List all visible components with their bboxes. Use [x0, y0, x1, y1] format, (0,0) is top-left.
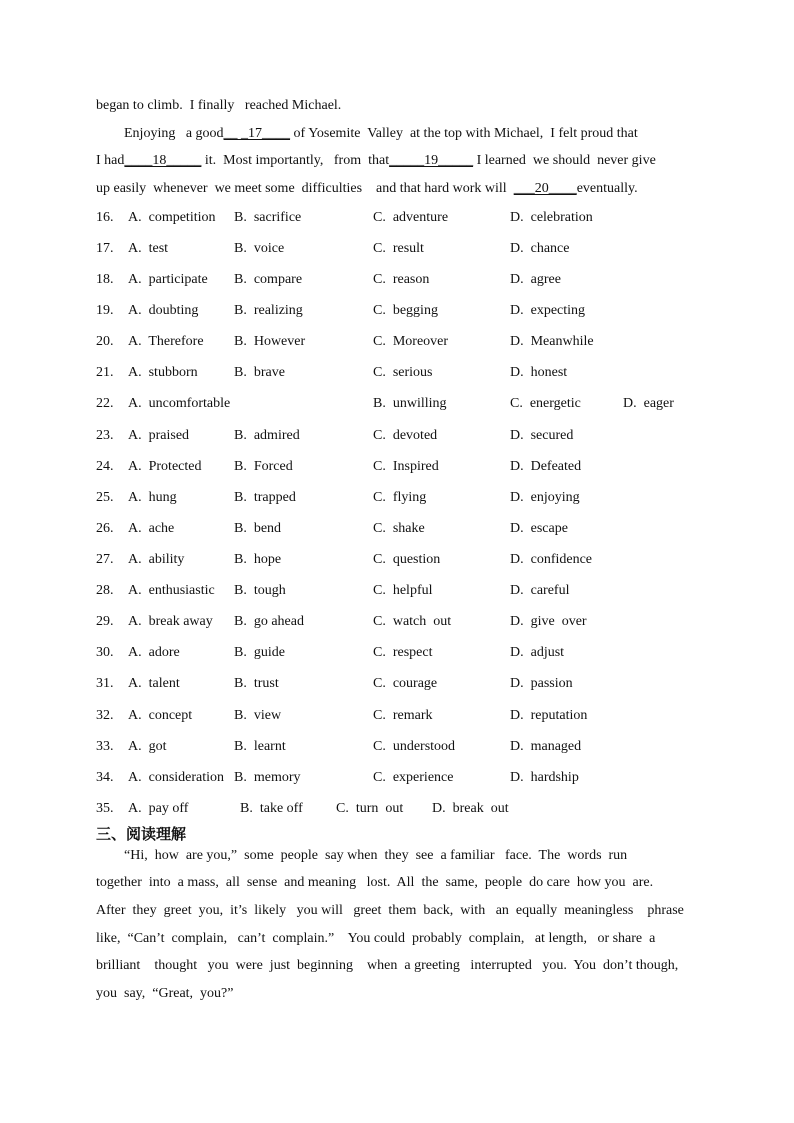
- question-33-option-b: B. learnt: [234, 739, 286, 754]
- question-25-option-a: A. hung: [128, 490, 177, 505]
- question-18-option-b: B. compare: [234, 272, 303, 287]
- question-23-option-b: B. admired: [234, 428, 300, 443]
- question-32-option-d: D. reputation: [510, 708, 588, 723]
- cloze-text: eventually.: [576, 181, 638, 196]
- question-17-option-a: A. test: [128, 241, 169, 256]
- question-30-option-c: C. respect: [373, 645, 433, 660]
- blank-17: __ _17____: [223, 126, 291, 141]
- question-31-option-b: B. trust: [234, 676, 279, 691]
- question-27-option-a: A. ability: [128, 552, 185, 567]
- question-27-number: 27.: [96, 552, 114, 567]
- cloze-line-2: [124, 125, 638, 143]
- blank-18: ____18_____: [124, 153, 202, 168]
- question-30-option-b: B. guide: [234, 645, 285, 660]
- question-18-option-d: D. agree: [510, 272, 561, 287]
- question-29-option-a: A. break away: [128, 614, 213, 629]
- question-24-option-d: D. Defeated: [510, 459, 582, 474]
- question-20-option-a: A. Therefore: [128, 334, 204, 349]
- question-26-option-a: A. ache: [128, 521, 175, 536]
- reading-line-1: “Hi, how are you,” some people say when they see a familiar face. The words run: [124, 848, 628, 863]
- question-34-option-b: B. memory: [234, 770, 301, 785]
- question-21-option-d: D. honest: [510, 365, 568, 380]
- question-25-option-d: D. enjoying: [510, 490, 580, 505]
- question-24-option-b: B. Forced: [234, 459, 293, 474]
- question-35-option-a: A. pay off: [128, 801, 189, 816]
- question-30-option-a: A. adore: [128, 645, 180, 660]
- cloze-text: I learned we should never give: [473, 153, 656, 168]
- question-22-option-b: B. unwilling: [373, 396, 447, 411]
- question-35-option-b: B. take off: [240, 801, 303, 816]
- question-33-option-c: C. understood: [373, 739, 456, 754]
- question-27-option-d: D. confidence: [510, 552, 593, 567]
- question-32-option-c: C. remark: [373, 708, 433, 723]
- question-19-number: 19.: [96, 303, 114, 318]
- question-35-number: 35.: [96, 801, 114, 816]
- question-30-option-d: D. adjust: [510, 645, 565, 660]
- question-20-option-c: C. Moreover: [373, 334, 449, 349]
- cloze-line-1: began to climb. I finally reached Michael.: [96, 98, 342, 113]
- question-33-option-d: D. managed: [510, 739, 582, 754]
- question-31-option-a: A. talent: [128, 676, 180, 691]
- question-23-option-a: A. praised: [128, 428, 190, 443]
- question-33-number: 33.: [96, 739, 114, 754]
- reading-line-5: brilliant thought you were just beginning when a greeting interrupted you. You don’t though,: [96, 958, 679, 973]
- question-19-option-c: C. begging: [373, 303, 438, 318]
- reading-line-3: After they greet you, it’s likely you will greet them back, with an equally meaningless phrase: [96, 903, 684, 918]
- question-35-option-c: C. turn out: [336, 801, 404, 816]
- question-32-option-b: B. view: [234, 708, 282, 723]
- question-34-option-d: D. hardship: [510, 770, 579, 785]
- question-35-option-d: D. break out: [432, 801, 509, 816]
- cloze-text: it. Most importantly, from that: [201, 153, 390, 168]
- question-24-number: 24.: [96, 459, 114, 474]
- question-18-number: 18.: [96, 272, 114, 287]
- question-22-number: 22.: [96, 396, 114, 411]
- section-heading-reading: 三、阅读理解: [96, 825, 187, 843]
- question-23-option-c: C. devoted: [373, 428, 438, 443]
- question-33-option-a: A. got: [128, 739, 167, 754]
- question-21-option-a: A. stubborn: [128, 365, 198, 380]
- question-26-option-b: B. bend: [234, 521, 282, 536]
- cloze-text: of Yosemite Valley at the top with Michael, I felt proud that: [290, 126, 638, 141]
- question-28-option-b: B. tough: [234, 583, 286, 598]
- question-25-option-b: B. trapped: [234, 490, 296, 505]
- question-25-number: 25.: [96, 490, 114, 505]
- question-26-option-d: D. escape: [510, 521, 568, 536]
- question-24-option-c: C. Inspired: [373, 459, 439, 474]
- reading-line-4: like, “Can’t complain, can’t complain.” You could probably complain, at length, or share a: [96, 931, 656, 946]
- question-29-number: 29.: [96, 614, 114, 629]
- question-29-option-b: B. go ahead: [234, 614, 304, 629]
- question-32-number: 32.: [96, 708, 114, 723]
- question-27-option-c: C. question: [373, 552, 441, 567]
- question-21-option-c: C. serious: [373, 365, 433, 380]
- question-20-option-b: B. However: [234, 334, 306, 349]
- question-17-number: 17.: [96, 241, 114, 256]
- question-17-option-d: D. chance: [510, 241, 570, 256]
- question-19-option-a: A. doubting: [128, 303, 199, 318]
- question-28-option-a: A. enthusiastic: [128, 583, 215, 598]
- question-19-option-d: D. expecting: [510, 303, 586, 318]
- question-21-option-b: B. brave: [234, 365, 285, 380]
- question-28-option-d: D. careful: [510, 583, 570, 598]
- question-20-number: 20.: [96, 334, 114, 349]
- blank-20: ___20____: [513, 181, 577, 196]
- question-34-option-c: C. experience: [373, 770, 454, 785]
- blank-19: _____19_____: [389, 153, 474, 168]
- cloze-text: up easily whenever we meet some difficulties and that hard work will: [96, 181, 514, 196]
- question-16-number: 16.: [96, 210, 114, 225]
- reading-line-2: together into a mass, all sense and meaning lost. All the same, people do care how you are.: [96, 875, 654, 890]
- question-34-option-a: A. consideration: [128, 770, 225, 785]
- question-25-option-c: C. flying: [373, 490, 427, 505]
- question-28-option-c: C. helpful: [373, 583, 433, 598]
- question-29-option-d: D. give over: [510, 614, 587, 629]
- question-22-option-d: D. eager: [623, 396, 674, 411]
- question-19-option-b: B. realizing: [234, 303, 303, 318]
- question-26-number: 26.: [96, 521, 114, 536]
- question-29-option-c: C. watch out: [373, 614, 452, 629]
- question-28-number: 28.: [96, 583, 114, 598]
- question-30-number: 30.: [96, 645, 114, 660]
- question-16-option-a: A. competition: [128, 210, 216, 225]
- question-17-option-c: C. result: [373, 241, 424, 256]
- question-26-option-c: C. shake: [373, 521, 425, 536]
- question-23-option-d: D. secured: [510, 428, 574, 443]
- question-20-option-d: D. Meanwhile: [510, 334, 594, 349]
- question-22-option-a: A. uncomfortable: [128, 396, 231, 411]
- question-16-option-b: B. sacrifice: [234, 210, 302, 225]
- question-32-option-a: A. concept: [128, 708, 193, 723]
- question-18-option-c: C. reason: [373, 272, 430, 287]
- question-16-option-d: D. celebration: [510, 210, 593, 225]
- question-18-option-a: A. participate: [128, 272, 208, 287]
- cloze-line-3: [96, 152, 656, 170]
- question-17-option-b: B. voice: [234, 241, 285, 256]
- question-16-option-c: C. adventure: [373, 210, 449, 225]
- reading-line-6: you say, “Great, you?”: [96, 986, 234, 1001]
- question-34-number: 34.: [96, 770, 114, 785]
- question-31-option-c: C. courage: [373, 676, 438, 691]
- question-31-option-d: D. passion: [510, 676, 573, 691]
- question-27-option-b: B. hope: [234, 552, 282, 567]
- cloze-text: I had: [96, 153, 125, 168]
- question-22-option-c: C. energetic: [510, 396, 581, 411]
- cloze-line-4: [96, 180, 638, 198]
- question-24-option-a: A. Protected: [128, 459, 202, 474]
- question-21-number: 21.: [96, 365, 114, 380]
- question-23-number: 23.: [96, 428, 114, 443]
- cloze-text: Enjoying a good: [124, 126, 224, 141]
- question-31-number: 31.: [96, 676, 114, 691]
